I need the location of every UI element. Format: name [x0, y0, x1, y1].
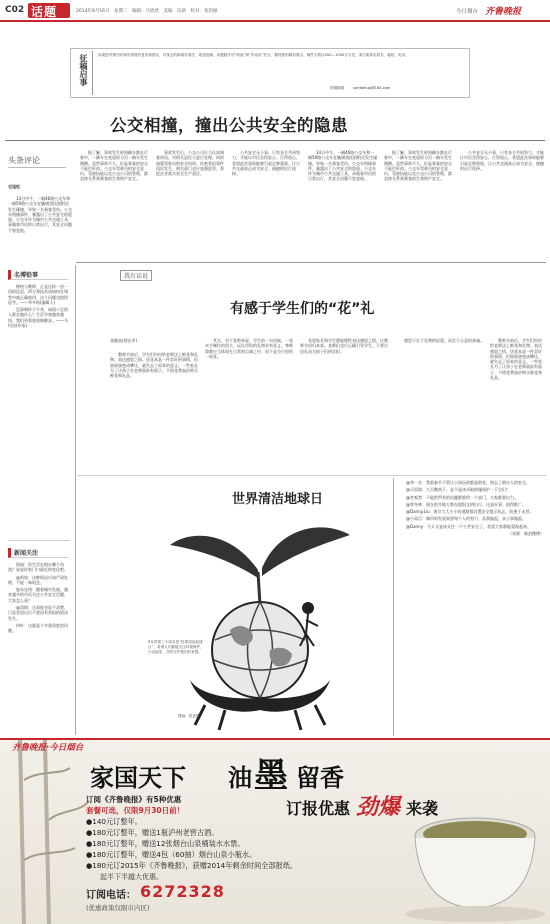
bamboo-decoration: [0, 740, 90, 924]
weibo-content: [8, 562, 70, 732]
ad-phone-note: (优惠政策仅限市内区): [86, 904, 150, 912]
second-article-title: 有感于学生们的“花”礼: [230, 301, 375, 317]
notice-email[interactable]: yantaihua@163.com: [353, 86, 391, 90]
comments-divider: [393, 478, 394, 736]
section-title: 话题: [31, 5, 58, 19]
weibo-item: 四叶：这就是个多重角度的问题。: [8, 622, 68, 634]
weibo-item: 胶东在线：随着城市发展，越来越多的市民关注公共安全话题，大家怎么看？: [8, 587, 68, 603]
main-paragraph: 据了解，事故发生时两辆车都在行驶中，一辆车在变道时与另一辆车发生剐蹭。虽然事故不大，但是乘客的安全不能打折扣。公交车驾驶员的安全意识、驾驶技能以及公交公司的管理，都直接关系到乘客的生命财产安全。: [80, 150, 148, 182]
leaf-left: [170, 536, 258, 578]
main-paragraph: 据了解，事故发生时两辆车都在行驶中，一辆车在变道时与另一辆车发生剐蹭。虽然事故不大，但是乘客的安全不能打折扣。公交车驾驶员的安全意识、驾驶技能以及公交公司的管理，都直接关系到乘客的生命财产安全。: [384, 150, 452, 182]
ad-phone-number[interactable]: 6272328: [140, 882, 225, 901]
notice-email-label: 投稿邮箱：: [330, 86, 348, 90]
main-paragraph: 14日中午，一辆46路公交车和一辆59路公交车在毓璜顶医院附近发生碰撞，导致一名乘客受伤。公交车相撞事件，暴露出了公共安全的隐患。公交车作为城市公共交通工具，承载着市民的日常出行，其安全问题不容忽视。: [8, 196, 72, 233]
ad-offer-deadline: 套餐可选，仅限9月30日前！: [86, 806, 185, 815]
second-paragraph: 感恩不在于礼物的轻重，而在于心意的真诚。: [404, 338, 484, 343]
ad-offer-item: ●180元订整年，赠送4包（60抽）烟台山泉小瓶水。: [86, 850, 257, 859]
comment-item: @天雨落：大天鹅南下，是不是该采取措施保护一下它们？: [406, 487, 510, 493]
ad-promo-b: 劲爆: [356, 795, 401, 820]
article-bottom-rule: [78, 475, 546, 476]
page-meta: 2014年9月16日 星期二 编辑：马欣欣 美编：伍新 校对：张钧丽: [76, 9, 218, 14]
ad-offer-item: ●180元订整年，赠送1瓶泸州老窖古酒。: [86, 828, 219, 837]
ad-offer-item: ●180元订2015年《齐鲁晚报》，获赠2014年剩余时间全部报纸。: [86, 861, 298, 870]
notice-text: 如果您对烟台的城市管理有意见和建议，对身边的新闻有看法，欢迎投稿。话题版开设“阿福”和“有话说”栏目，期待您的精彩观点。稿件字数以500—1000字为宜，请注明真实姓名、地址、电话。: [98, 53, 409, 57]
ad-offer-title: 订阅《齐鲁晚报》有5种优惠: [86, 795, 182, 804]
second-paragraph: 希望家长和学生都能理性表达感恩之情，让教师节回归本真。老师们也应正确引导学生，不要让送礼成为孩子们的负担。: [300, 338, 388, 354]
second-article-column: 我有话说: [120, 270, 152, 281]
comment-item: @小雨点：城市的发展需要每个人的努力，从我做起，从小事做起。: [406, 516, 526, 522]
ad-offer-note: 起半下半越大优惠。: [100, 873, 163, 881]
second-paragraph: 其实，对于老师来说，学生的一句问候、一张亲手制作的贺卡，远比昂贵的礼物更有意义。尊师重教应当体现在日常的点滴之中，而不是节日里的一束花。: [205, 338, 293, 359]
ad-promo-c: 来袭: [406, 799, 439, 818]
main-paragraph: 事故发生后，公交公司应当认真调查原因，对相关责任人进行处理，同时加强驾驶员的安全培训，杜绝类似事件再次发生。相关部门也应加强监管，督促企业落实安全生产责任。: [156, 150, 224, 177]
sidebar-content: [8, 284, 70, 514]
header-rule: [0, 20, 550, 22]
title-rule: [5, 140, 545, 141]
ad-promo-a: 订报优惠: [286, 799, 351, 818]
second-article-col2: [205, 338, 295, 470]
main-article-col1: [8, 196, 72, 258]
main-author: 毛旭松: [8, 184, 20, 189]
left-column-divider: [75, 265, 76, 735]
ad-offers: [86, 816, 396, 871]
ad-brand: 齐鲁晚报·今日烟台: [12, 743, 84, 753]
second-article-col1: [110, 352, 200, 470]
main-article-col4: [232, 150, 302, 258]
comment-item: @Danny：今天又是该关注一下公共安全了，希望大家都能重视起来。: [406, 523, 531, 529]
page-code: C02: [5, 5, 25, 15]
illustration-caption: 9月的第三个周末是“世界清洁地球日”，希望人们都能关注环境保护，行动起来，共同守护我们的家园。: [148, 640, 204, 654]
notice-divider: [92, 51, 93, 95]
ad-headline-2b: 墨: [254, 756, 288, 796]
brand-right: 齐鲁晚报: [485, 7, 522, 17]
second-paragraph: 教师节前后，学生们纷纷给老师送上鲜花和礼物，表达感恩之情。送花本是一件美好的事情，但如果演变成攀比，就失去了原本的意义。一些家长为了让孩子在老师面前有面子，不惜花费高价购买鲜花和礼品。: [110, 352, 198, 379]
main-article-col3: [156, 150, 226, 258]
comment-item: @荣冬林：现在很多地方都在提倡文明出行，这是好事，值得推广。: [406, 501, 526, 507]
ad-headline-1: 家国天下: [90, 764, 186, 792]
second-article-col4: [396, 338, 486, 470]
comments-list: [398, 480, 544, 730]
main-article-col6: [384, 150, 454, 258]
leaf-right: [262, 527, 350, 576]
main-paragraph: 14日中午，一辆46路公交车和一辆59路公交车在毓璜顶医院附近发生碰撞，导致一名乘客受伤。公交车相撞事件，暴露出了公共安全的隐患。公交车作为城市公共交通工具，承载着市民的日常出行，其安全问题不容忽视。: [308, 150, 378, 182]
second-article-author: 张继高(烟台市): [110, 338, 138, 343]
ad-phone-label: 订阅电话：: [86, 890, 136, 901]
comment-item: @旁观者：不能把所有的问题都推给一个部门，大家都要出力。: [406, 494, 518, 500]
weibo-item: @淡烟：这事谁也说不清楚，只是希望以后不要再有类似的情况发生。: [8, 605, 68, 621]
globe: [212, 602, 308, 698]
illustration-title: 世界清洁地球日: [232, 492, 324, 507]
sidebar-item: 没事喝杯下午茶，闲情十足的人都在做什么？生活节奏越来越快，我们更需要放慢脚步。——马钧昌(作家): [8, 307, 68, 329]
weibo-title: 新闻关注: [8, 548, 68, 558]
sidebar-item: 棒校与教师，正是这样一回一回的反思，两方将技术该如何在课堂中被正确使用，这个问题也值得思考。——李多铭(编辑人): [8, 284, 68, 305]
second-article-col5: [490, 338, 545, 470]
notice-label: 征稿启事: [79, 54, 88, 86]
comments-source: （来源：新浪微博）: [508, 531, 544, 537]
column-label: 头条评论: [8, 155, 66, 168]
ad-offer-item: ●140元订整年。: [86, 817, 142, 826]
main-article-col5: [308, 150, 378, 258]
main-article-col7: [460, 150, 544, 258]
second-paragraph: 教师节前后，学生们纷纷给老师送上鲜花和礼物，表达感恩之情。送花本是一件美好的事情，但如果演变成攀比，就失去了原本的意义。一些家长为了让孩子在老师面前有面子，不惜花费高价购买鲜花和礼品。: [490, 338, 542, 381]
main-article-title: 公交相撞，撞出公共安全的隐患: [110, 116, 348, 135]
comment-item: @Danny.Liu：建议大大小小的道路都设置安全提示标志，防患于未然。: [406, 509, 534, 515]
comment-item: @李一凡：我看春节不管让小孩玩的都是烟花，别忘了烟台人的安全。: [406, 480, 530, 485]
ad-headline-2c: 留香: [296, 764, 344, 792]
mid-rule: [76, 262, 546, 263]
main-paragraph: 公共安全无小事，只有各方共同努力，才能让市民坐得安心、行得放心。希望此次事故能够引起足够重视，让公共交通真正成为安全、便捷的出行选择。: [460, 150, 544, 171]
sidebar-rule: [8, 540, 70, 541]
weibo-item: 阿福：你生活在烟台哪个角落？说说你家门口最近的变化吧。: [8, 562, 68, 573]
ad-headline-2a: 油: [228, 764, 252, 792]
ad-offer-item: ●180元订整年，赠送12张烟台山泉桶装水水票。: [86, 839, 245, 848]
brand-left: 今日烟台: [456, 9, 479, 15]
main-paragraph: 公共安全无小事，只有各方共同努力，才能让市民坐得安心、行得放心。希望此次事故能够引起足够重视，让公共交通真正成为安全、便捷的出行选择。: [232, 150, 300, 177]
sidebar-title: 名博铅事: [8, 270, 68, 280]
weibo-item: @鸡肋：这种情况应该严肃处理，不能一味姑息。: [8, 574, 68, 585]
illustration-credit: 漫画：贺廷德: [178, 714, 200, 718]
main-article-col2: [80, 150, 150, 258]
second-article-col3: [300, 338, 390, 470]
cartoon-illustration: [130, 510, 390, 730]
